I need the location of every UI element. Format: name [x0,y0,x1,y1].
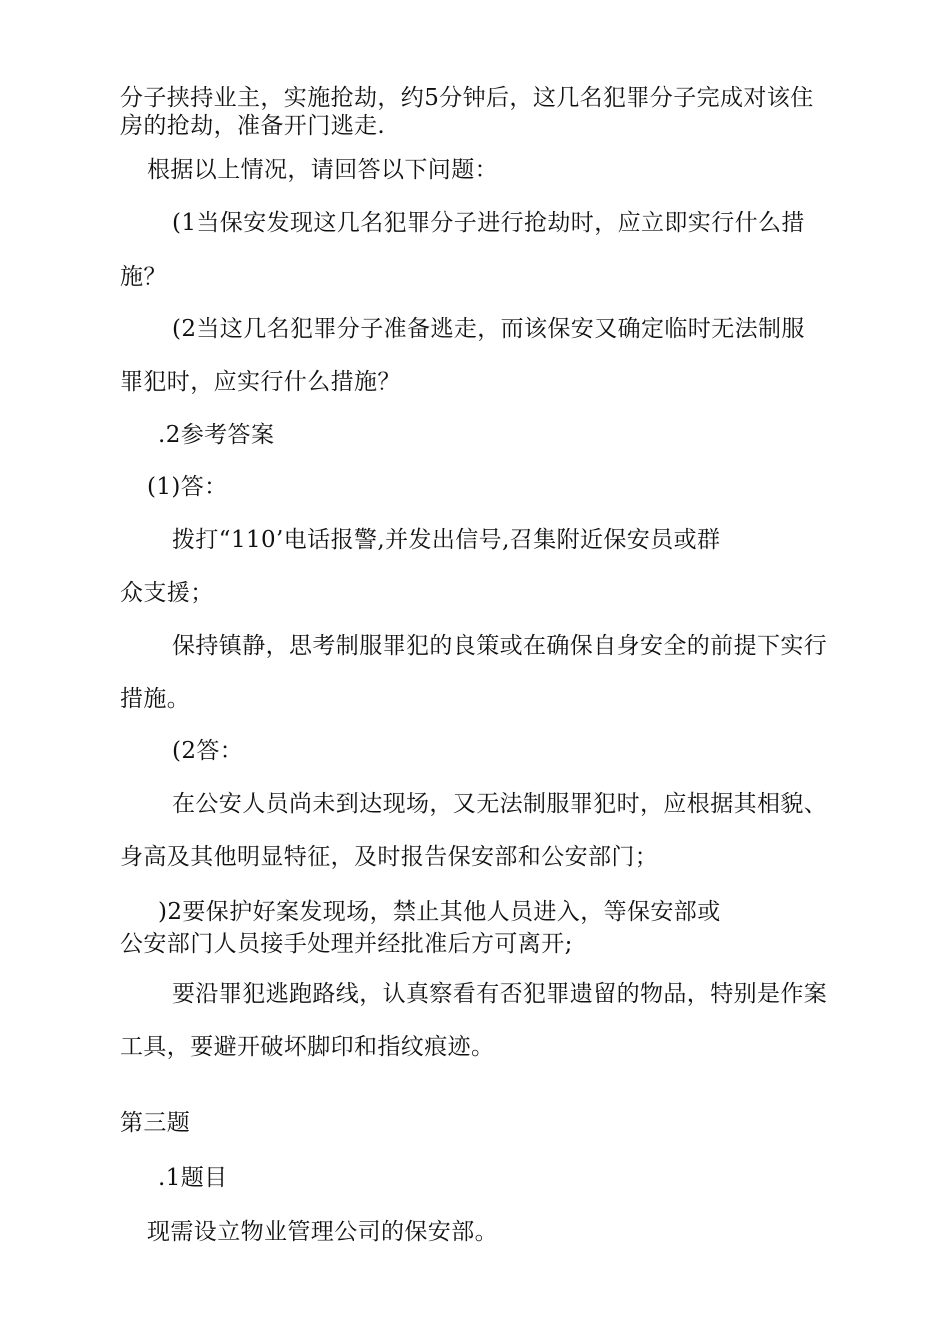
text-line-2: 房的抢劫，准备开门逃走. [120,113,386,139]
answer-2-line-1: 在公安人员尚未到达现场，又无法制服罪犯时，应根据其相貌、 [172,791,828,817]
question-2-line-1: (2当这几名犯罪分子准备逃走，而该保安又确定临时无法制服 [172,316,805,342]
answer-2-line-5: 要沿罪犯逃跑路线，认真察看有否犯罪遗留的物品，特别是作案 [172,981,828,1007]
answer-1-line-3: 保持镇静，思考制服罪犯的良策或在确保自身安全的前提下实行 [172,633,828,659]
text-line-last: 现需设立物业管理公司的保安部。 [147,1219,498,1245]
text-line-3: 根据以上情况，请回答以下问题： [147,157,498,183]
section-heading-question-3: 第三题 [120,1110,191,1136]
answer-2-line-6: 工具，要避开破坏脚印和指纹痕迹。 [120,1034,495,1060]
answer-2-label: (2答： [172,738,244,764]
answer-1-label: (1)答： [147,474,228,500]
answer-2-line-3: )2要保护好案发现场，禁止其他人员进入，等保安部或 [158,899,721,925]
answer-2-line-2: 身高及其他明显特征，及时报告保安部和公安部门； [120,844,659,870]
question-1-line-2: 施？ [120,264,167,290]
answer-1-line-1: 拨打“110’电话报警,并发出信号,召集附近保安员或群 [172,527,721,553]
section-heading-answer: .2参考答案 [158,422,275,448]
answer-1-line-4: 措施。 [120,686,191,712]
subheading-topic: .1题目 [158,1165,228,1191]
question-1-line-1: (1当保安发现这几名犯罪分子进行抢劫时，应立即实行什么措 [172,210,805,236]
answer-2-line-4: 公安部门人员接手处理并经批准后方可离开; [120,931,573,957]
text-line-1: 分子挟持业主，实施抢劫，约5分钟后，这几名犯罪分子完成对该住 [120,85,814,111]
question-2-line-2: 罪犯时，应实行什么措施？ [120,369,401,395]
answer-1-line-2: 众支援； [120,580,214,606]
